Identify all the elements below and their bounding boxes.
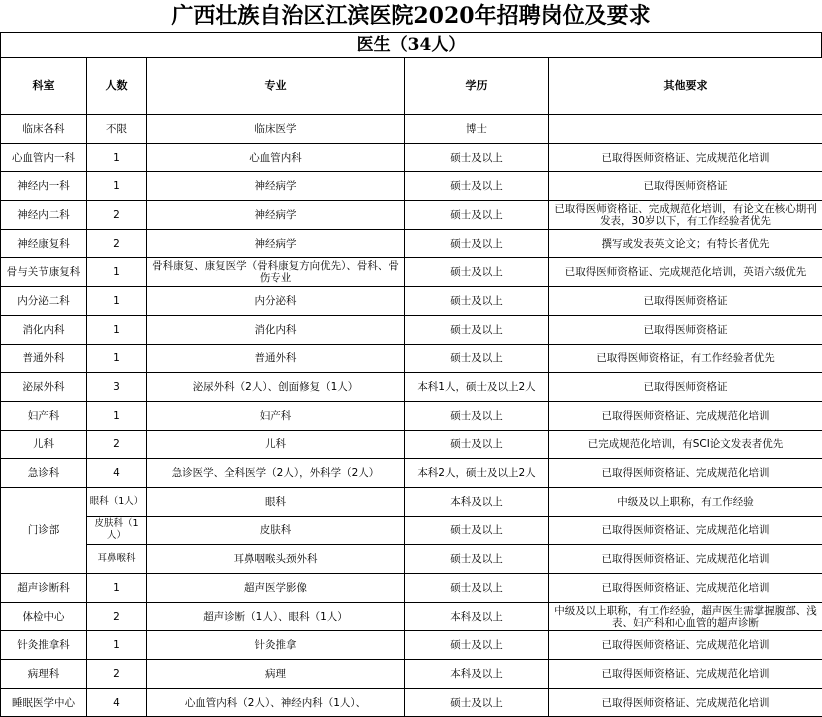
dept-cell: 妇产科 xyxy=(1,401,87,430)
dept-cell: 急诊科 xyxy=(1,459,87,488)
other-cell: 已取得医师资格证、完成规范化培训 xyxy=(549,516,822,545)
count-cell: 3 xyxy=(87,373,147,402)
major-cell: 儿科 xyxy=(147,430,405,459)
major-cell: 超声医学影像 xyxy=(147,574,405,603)
header-major: 专业 xyxy=(147,58,405,115)
major-cell: 内分泌科 xyxy=(147,287,405,316)
table-row xyxy=(1,201,822,230)
edu-cell: 硕士及以上 xyxy=(405,688,549,717)
major-cell: 心血管内科 xyxy=(147,143,405,172)
edu-cell: 硕士及以上 xyxy=(405,631,549,660)
count-cell: 1 xyxy=(87,631,147,660)
edu-cell: 硕士及以上 xyxy=(405,201,549,230)
dept-cell: 普通外科 xyxy=(1,344,87,373)
edu-cell: 硕士及以上 xyxy=(405,229,549,258)
major-cell: 神经病学 xyxy=(147,172,405,201)
dept-cell: 门诊部 xyxy=(1,487,87,573)
other-cell: 已取得医师资格证 xyxy=(549,172,822,201)
major-cell: 病理 xyxy=(147,660,405,689)
dept-cell: 骨与关节康复科 xyxy=(1,258,87,287)
dept-cell: 内分泌二科 xyxy=(1,287,87,316)
dept-cell: 泌尿外科 xyxy=(1,373,87,402)
dept-cell: 病理科 xyxy=(1,660,87,689)
other-cell: 撰写或发表英文论文；有特长者优先 xyxy=(549,229,822,258)
count-cell: 1 xyxy=(87,574,147,603)
major-cell: 神经病学 xyxy=(147,229,405,258)
edu-cell: 硕士及以上 xyxy=(405,258,549,287)
major-cell: 皮肤科 xyxy=(147,516,405,545)
dept-cell: 儿科 xyxy=(1,430,87,459)
other-cell: 已取得医师资格证 xyxy=(549,373,822,402)
edu-cell: 本科及以上 xyxy=(405,660,549,689)
dept-cell: 针灸推拿科 xyxy=(1,631,87,660)
major-cell: 急诊医学、全科医学（2人），外科学（2人） xyxy=(147,459,405,488)
table-row xyxy=(1,287,822,316)
other-cell xyxy=(549,115,822,144)
table-row xyxy=(1,172,822,201)
edu-cell: 本科及以上 xyxy=(405,487,549,516)
table-row xyxy=(1,115,822,144)
major-cell: 心血管内科（2人）、神经内科（1人）、 xyxy=(147,688,405,717)
count-cell: 1 xyxy=(87,344,147,373)
other-cell: 已取得医师资格证、完成规范化培训，有论文在核心期刊发表，30岁以下，有工作经验者优先 xyxy=(549,201,822,230)
count-cell: 1 xyxy=(87,287,147,316)
count-cell: 4 xyxy=(87,459,147,488)
other-cell: 中级及以上职称，有工作经验 xyxy=(549,487,822,516)
other-cell: 已取得医师资格证 xyxy=(549,287,822,316)
table-row xyxy=(1,545,822,574)
count-cell: 不限 xyxy=(87,115,147,144)
edu-cell: 硕士及以上 xyxy=(405,344,549,373)
major-cell: 超声诊断（1人）、眼科（1人） xyxy=(147,602,405,631)
table-row xyxy=(1,516,822,545)
table-row xyxy=(1,373,822,402)
dept-cell: 睡眠医学中心 xyxy=(1,688,87,717)
recruitment-table xyxy=(0,57,822,717)
count-cell: 2 xyxy=(87,229,147,258)
dept-cell: 神经康复科 xyxy=(1,229,87,258)
edu-cell: 硕士及以上 xyxy=(405,287,549,316)
edu-cell: 硕士及以上 xyxy=(405,545,549,574)
dept-cell: 消化内科 xyxy=(1,315,87,344)
header-count: 人数 xyxy=(87,58,147,115)
major-cell: 临床医学 xyxy=(147,115,405,144)
major-cell: 耳鼻咽喉头颈外科 xyxy=(147,545,405,574)
other-cell: 已取得医师资格证、完成规范化培训 xyxy=(549,401,822,430)
edu-cell: 硕士及以上 xyxy=(405,143,549,172)
other-cell: 已取得医师资格证、完成规范化培训 xyxy=(549,459,822,488)
table-row xyxy=(1,401,822,430)
count-cell: 1 xyxy=(87,401,147,430)
other-cell: 已取得医师资格证 xyxy=(549,315,822,344)
table-row xyxy=(1,315,822,344)
page-title: 广西壮族自治区江滨医院2020年招聘岗位及要求 xyxy=(0,0,822,32)
major-cell: 眼科 xyxy=(147,487,405,516)
major-cell: 骨科康复、康复医学（骨科康复方向优先）、骨科、骨伤专业 xyxy=(147,258,405,287)
table-row xyxy=(1,574,822,603)
edu-cell: 本科及以上 xyxy=(405,602,549,631)
table-header-row xyxy=(1,58,822,115)
table-row xyxy=(1,487,822,516)
count-cell: 2 xyxy=(87,201,147,230)
major-cell: 消化内科 xyxy=(147,315,405,344)
table-row xyxy=(1,688,822,717)
count-cell: 2 xyxy=(87,602,147,631)
other-cell: 已取得医师资格证，有工作经验者优先 xyxy=(549,344,822,373)
edu-cell: 本科1人，硕士及以上2人 xyxy=(405,373,549,402)
major-cell: 泌尿外科（2人）、创面修复（1人） xyxy=(147,373,405,402)
edu-cell: 硕士及以上 xyxy=(405,574,549,603)
other-cell: 已取得医师资格证、完成规范化培训 xyxy=(549,660,822,689)
count-cell: 2 xyxy=(87,660,147,689)
header-other: 其他要求 xyxy=(549,58,822,115)
table-row xyxy=(1,631,822,660)
dept-cell: 临床各科 xyxy=(1,115,87,144)
edu-cell: 本科2人，硕士及以上2人 xyxy=(405,459,549,488)
table-row xyxy=(1,430,822,459)
count-cell: 1 xyxy=(87,258,147,287)
dept-cell: 神经内一科 xyxy=(1,172,87,201)
other-cell: 已取得医师资格证、完成规范化培训 xyxy=(549,545,822,574)
table-body xyxy=(1,115,822,717)
other-cell: 已取得医师资格证、完成规范化培训 xyxy=(549,688,822,717)
edu-cell: 硕士及以上 xyxy=(405,315,549,344)
sub-dept-cell: 皮肤科（1人） xyxy=(87,516,147,545)
other-cell: 中级及以上职称，有工作经验，超声医生需掌握腹部、浅表、妇产科和心血管的超声诊断 xyxy=(549,602,822,631)
other-cell: 已取得医师资格证、完成规范化培训，英语六级优先 xyxy=(549,258,822,287)
major-cell: 神经病学 xyxy=(147,201,405,230)
major-cell: 普通外科 xyxy=(147,344,405,373)
count-cell: 2 xyxy=(87,430,147,459)
table-row xyxy=(1,258,822,287)
other-cell: 已取得医师资格证、完成规范化培训 xyxy=(549,574,822,603)
section-subtitle: 医生（34人） xyxy=(0,32,822,58)
sub-dept-cell: 耳鼻喉科 xyxy=(87,545,147,574)
sub-dept-cell: 眼科（1人） xyxy=(87,487,147,516)
edu-cell: 硕士及以上 xyxy=(405,516,549,545)
dept-cell: 体检中心 xyxy=(1,602,87,631)
table-row xyxy=(1,344,822,373)
dept-cell: 心血管内一科 xyxy=(1,143,87,172)
dept-cell: 神经内二科 xyxy=(1,201,87,230)
edu-cell: 硕士及以上 xyxy=(405,401,549,430)
count-cell: 1 xyxy=(87,315,147,344)
major-cell: 妇产科 xyxy=(147,401,405,430)
edu-cell: 硕士及以上 xyxy=(405,172,549,201)
dept-cell: 超声诊断科 xyxy=(1,574,87,603)
edu-cell: 博士 xyxy=(405,115,549,144)
header-dept: 科室 xyxy=(1,58,87,115)
other-cell: 已完成规范化培训，有SCI论文发表者优先 xyxy=(549,430,822,459)
table-row xyxy=(1,602,822,631)
major-cell: 针灸推拿 xyxy=(147,631,405,660)
table-row xyxy=(1,229,822,258)
other-cell: 已取得医师资格证、完成规范化培训 xyxy=(549,631,822,660)
header-edu: 学历 xyxy=(405,58,549,115)
table-row xyxy=(1,143,822,172)
table-row xyxy=(1,459,822,488)
edu-cell: 硕士及以上 xyxy=(405,430,549,459)
table-row xyxy=(1,660,822,689)
other-cell: 已取得医师资格证、完成规范化培训 xyxy=(549,143,822,172)
count-cell: 1 xyxy=(87,143,147,172)
count-cell: 1 xyxy=(87,172,147,201)
count-cell: 4 xyxy=(87,688,147,717)
